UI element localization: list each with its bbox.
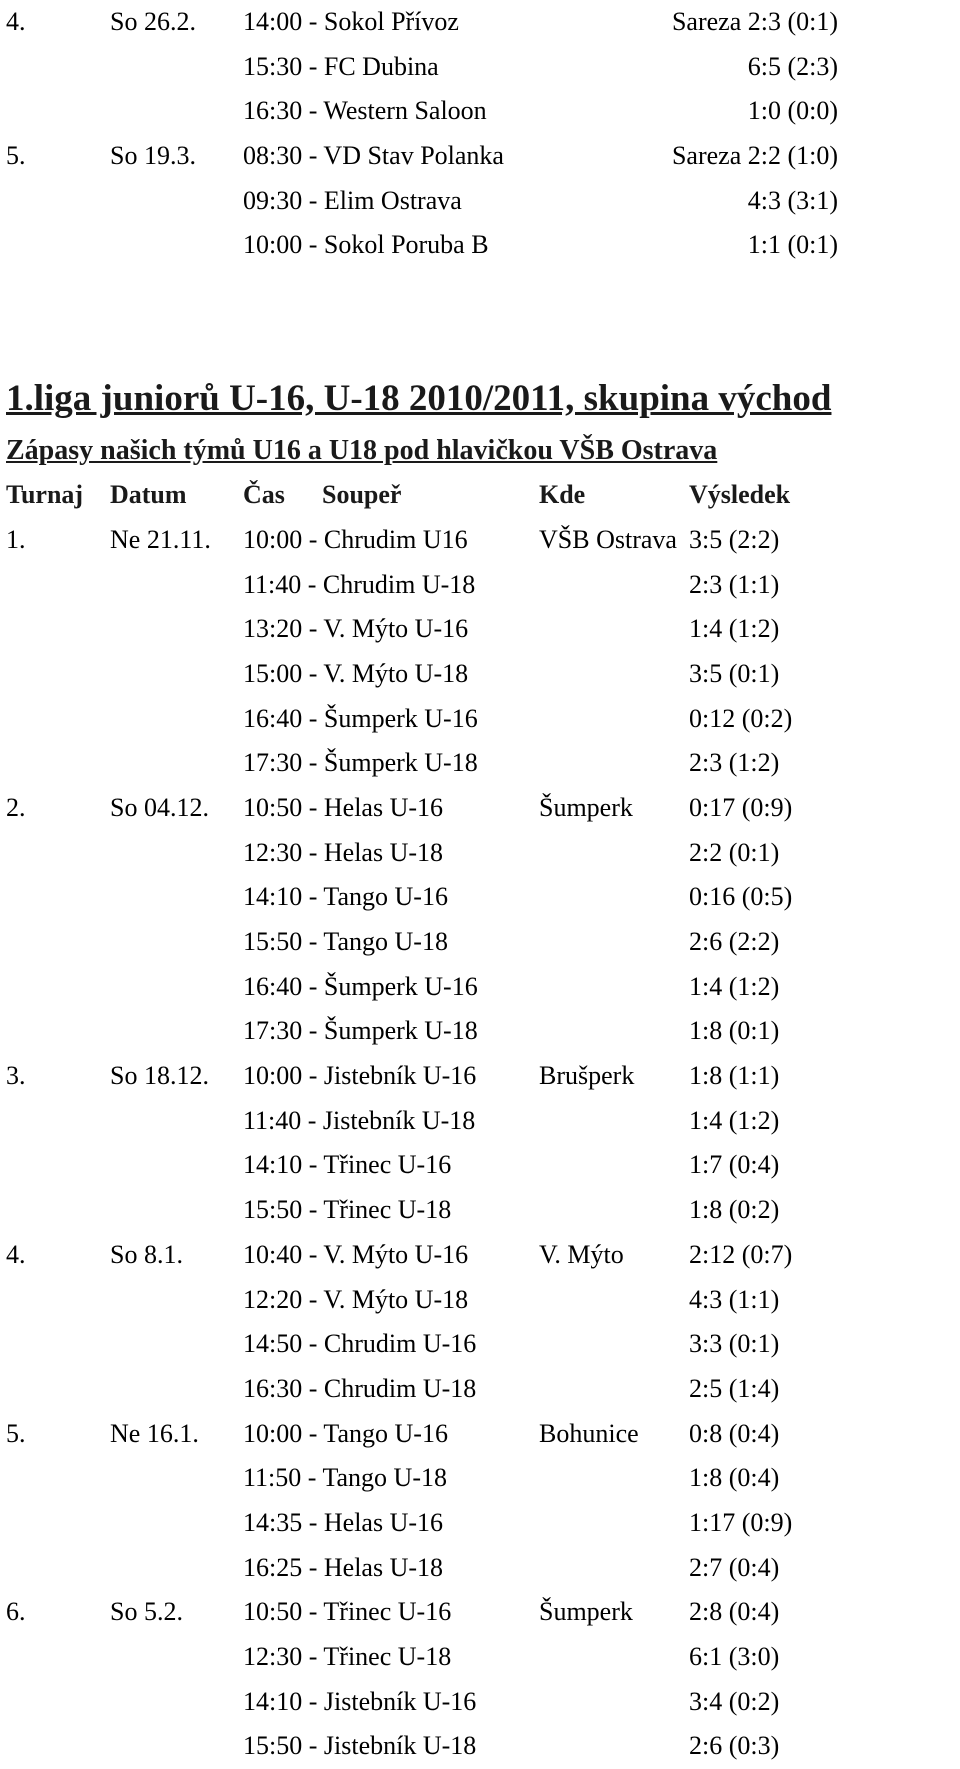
result-cell: Sareza 2:2 (1:0) xyxy=(671,141,838,171)
turnaj-cell: 4. xyxy=(6,7,26,36)
table-row xyxy=(6,607,954,652)
result-cell: 0:12 (0:2) xyxy=(689,703,793,733)
match-cell: 16:40 - Šumperk U-16 xyxy=(243,703,478,733)
result-cell: 2:8 (0:4) xyxy=(689,1597,780,1627)
result-cell: 4:3 (1:1) xyxy=(689,1284,780,1314)
table-row xyxy=(6,1412,954,1457)
result-cell: 1:17 (0:9) xyxy=(689,1507,793,1537)
match-cell: 13:20 - V. Mýto U-16 xyxy=(243,614,469,644)
result-cell: 0:16 (0:5) xyxy=(689,882,793,912)
result-cell: 2:2 (0:1) xyxy=(689,837,780,867)
match-cell: 15:50 - Tango U-18 xyxy=(243,927,448,956)
result-cell: 2:12 (0:7) xyxy=(689,1239,793,1269)
match-cell: 12:20 - V. Mýto U-18 xyxy=(243,1284,469,1314)
table-row xyxy=(6,875,954,920)
table-row xyxy=(6,1054,954,1099)
table-row xyxy=(6,1635,954,1680)
table-row xyxy=(6,45,954,90)
result-cell: 2:5 (1:4) xyxy=(689,1373,780,1403)
header-kde: Kde xyxy=(539,480,586,510)
table-header xyxy=(6,473,954,518)
datum-cell: So 19.3. xyxy=(110,141,196,171)
result-cell: 3:5 (2:2) xyxy=(689,524,780,554)
match-cell: 15:50 - Jistebník U-18 xyxy=(243,1731,477,1761)
table-row xyxy=(6,1590,954,1635)
datum-cell: So 8.1. xyxy=(110,1239,183,1269)
match-cell: 14:50 - Chrudim U-16 xyxy=(243,1329,477,1359)
table-row xyxy=(6,518,954,563)
result-cell: 2:6 (0:3) xyxy=(689,1731,780,1761)
result-cell: 1:4 (1:2) xyxy=(689,1105,780,1135)
kde-cell: Šumperk xyxy=(539,792,633,822)
match-cell: 16:30 - Chrudim U-18 xyxy=(243,1373,477,1403)
match-cell: 15:30 - FC Dubina xyxy=(243,51,439,81)
table-row xyxy=(6,179,954,224)
result-cell: 0:8 (0:4) xyxy=(689,1418,780,1448)
turnaj-cell: 5. xyxy=(6,1418,26,1448)
datum-cell: So 26.2. xyxy=(110,7,196,36)
turnaj-cell: 2. xyxy=(6,792,26,822)
match-cell: 16:30 - Western Saloon xyxy=(243,96,487,126)
result-cell: 6:1 (3:0) xyxy=(689,1642,780,1671)
datum-cell: So 04.12. xyxy=(110,792,209,822)
match-cell: 16:40 - Šumperk U-16 xyxy=(243,971,478,1001)
turnaj-cell: 6. xyxy=(6,1597,26,1627)
league-results-table xyxy=(6,518,954,1769)
match-cell: 16:25 - Helas U-18 xyxy=(243,1552,444,1582)
result-cell: 2:3 (1:2) xyxy=(689,748,780,778)
table-row xyxy=(6,89,954,134)
match-cell: 15:50 - Třinec U-18 xyxy=(243,1195,452,1225)
league-title: 1.liga juniorů U-16, U-18 2010/2011, skupina východ xyxy=(6,378,832,420)
table-row xyxy=(6,1143,954,1188)
table-row xyxy=(6,1367,954,1412)
kde-cell: Brušperk xyxy=(539,1061,635,1091)
match-cell: 10:40 - V. Mýto U-16 xyxy=(243,1239,469,1269)
header-vysledek: Výsledek xyxy=(689,480,791,510)
table-row xyxy=(6,1501,954,1546)
match-cell: 12:30 - Helas U-18 xyxy=(243,837,444,867)
result-cell: 2:7 (0:4) xyxy=(689,1552,780,1582)
result-cell: 2:3 (1:1) xyxy=(689,569,780,599)
table-row xyxy=(6,1456,954,1501)
table-row xyxy=(6,1278,954,1323)
header-datum: Datum xyxy=(110,480,187,510)
result-cell: 1:8 (0:2) xyxy=(689,1195,780,1225)
result-cell: 1:7 (0:4) xyxy=(689,1150,780,1180)
result-cell: 1:1 (0:1) xyxy=(747,230,838,260)
result-cell: 6:5 (2:3) xyxy=(747,51,838,81)
datum-cell: So 18.12. xyxy=(110,1061,209,1091)
previous-results-block xyxy=(6,0,954,268)
table-row xyxy=(6,1322,954,1367)
match-cell: 09:30 - Elim Ostrava xyxy=(243,185,462,215)
table-row xyxy=(6,1546,954,1591)
match-cell: 14:35 - Helas U-16 xyxy=(243,1507,444,1537)
match-cell: 10:50 - Helas U-16 xyxy=(243,792,444,822)
match-cell: 17:30 - Šumperk U-18 xyxy=(243,748,478,778)
match-cell: 10:00 - Sokol Poruba B xyxy=(243,230,489,260)
match-cell: 10:00 - Jistebník U-16 xyxy=(243,1061,477,1091)
table-row xyxy=(6,965,954,1010)
table-row xyxy=(6,652,954,697)
result-cell: 1:4 (1:2) xyxy=(689,614,780,644)
table-row xyxy=(6,223,954,268)
datum-cell: Ne 21.11. xyxy=(110,524,211,554)
table-row xyxy=(6,0,954,45)
result-cell: 1:8 (0:1) xyxy=(689,1016,780,1046)
section-gap xyxy=(6,268,954,369)
kde-cell: V. Mýto xyxy=(539,1239,624,1269)
table-row xyxy=(6,786,954,831)
result-cell: 3:3 (0:1) xyxy=(689,1329,780,1359)
match-cell: 17:30 - Šumperk U-18 xyxy=(243,1016,478,1046)
match-cell: 10:00 - Chrudim U16 xyxy=(243,524,468,554)
table-row xyxy=(6,1680,954,1725)
result-cell: 1:4 (1:2) xyxy=(689,971,780,1001)
kde-cell: VŠB Ostrava xyxy=(539,524,677,554)
match-cell: 14:10 - Třinec U-16 xyxy=(243,1150,452,1180)
result-cell: 4:3 (3:1) xyxy=(747,185,838,215)
kde-cell: Bohunice xyxy=(539,1418,639,1448)
match-cell: 15:00 - V. Mýto U-18 xyxy=(243,658,469,688)
match-cell: 11:50 - Tango U-18 xyxy=(243,1463,447,1493)
table-row xyxy=(6,1099,954,1144)
table-row xyxy=(6,831,954,876)
table-row xyxy=(6,134,954,179)
table-row xyxy=(6,741,954,786)
result-cell: Sareza 2:3 (0:1) xyxy=(671,7,838,36)
result-cell: 3:4 (0:2) xyxy=(689,1686,780,1716)
match-cell: 11:40 - Chrudim U-18 xyxy=(243,569,476,599)
match-cell: 12:30 - Třinec U-18 xyxy=(243,1642,452,1671)
league-subtitle: Zápasy našich týmů U16 a U18 pod hlavičkou VŠB Ostrava xyxy=(6,435,718,467)
table-row xyxy=(6,920,954,965)
result-cell: 1:8 (1:1) xyxy=(689,1061,780,1091)
match-cell: 08:30 - VD Stav Polanka xyxy=(243,141,504,171)
match-cell: 10:00 - Tango U-16 xyxy=(243,1418,448,1448)
header-cas: Čas xyxy=(243,480,285,510)
result-cell: 3:5 (0:1) xyxy=(689,658,780,688)
table-row xyxy=(6,1009,954,1054)
result-cell: 0:17 (0:9) xyxy=(689,792,793,822)
datum-cell: So 5.2. xyxy=(110,1597,183,1627)
table-row xyxy=(6,1188,954,1233)
result-cell: 2:6 (2:2) xyxy=(689,927,780,956)
match-cell: 14:00 - Sokol Přívoz xyxy=(243,7,459,36)
table-row xyxy=(6,1724,954,1769)
header-turnaj: Turnaj xyxy=(6,480,84,510)
document-page xyxy=(6,0,954,1769)
match-cell: 14:10 - Jistebník U-16 xyxy=(243,1686,477,1716)
result-cell: 1:8 (0:4) xyxy=(689,1463,780,1493)
header-souper: Soupeř xyxy=(322,480,402,510)
turnaj-cell: 5. xyxy=(6,141,26,171)
match-cell: 14:10 - Tango U-16 xyxy=(243,882,448,912)
turnaj-cell: 1. xyxy=(6,524,26,554)
table-row xyxy=(6,1233,954,1278)
result-cell: 1:0 (0:0) xyxy=(747,96,838,126)
table-row xyxy=(6,697,954,742)
kde-cell: Šumperk xyxy=(539,1597,633,1627)
turnaj-cell: 4. xyxy=(6,1239,26,1269)
datum-cell: Ne 16.1. xyxy=(110,1418,199,1448)
match-cell: 10:50 - Třinec U-16 xyxy=(243,1597,452,1627)
table-row xyxy=(6,563,954,608)
turnaj-cell: 3. xyxy=(6,1061,26,1091)
match-cell: 11:40 - Jistebník U-18 xyxy=(243,1105,476,1135)
